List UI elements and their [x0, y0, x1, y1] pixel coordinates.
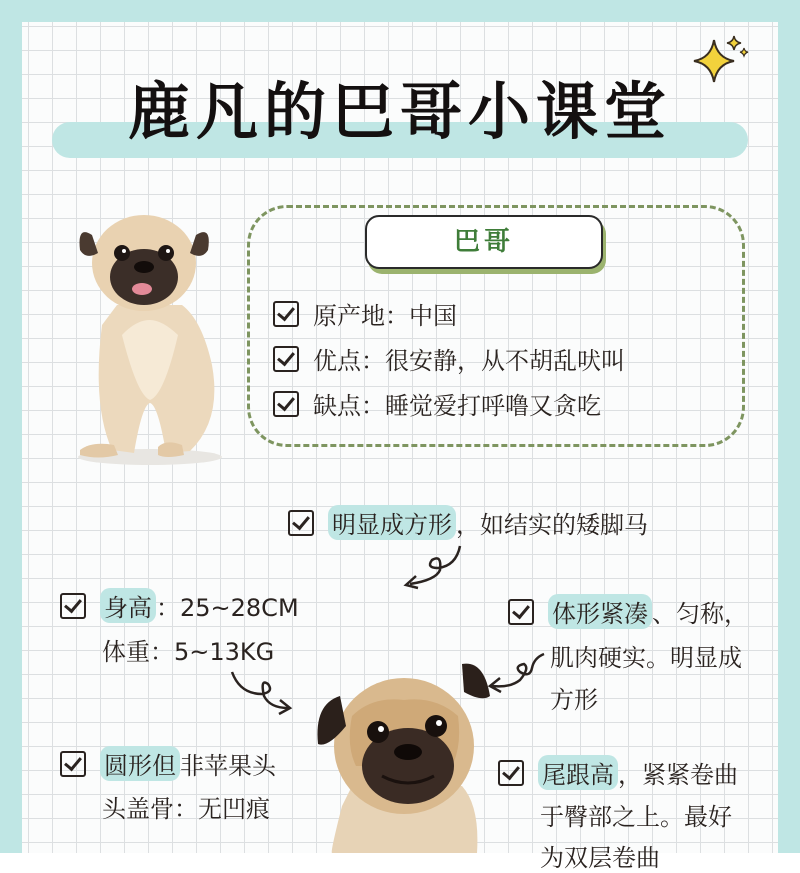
feature-tail-line3: 为双层卷曲: [540, 844, 660, 872]
checkbox-icon: [60, 593, 86, 619]
feature-shape: 明显成方形 ，如结实的矮脚马: [288, 505, 648, 540]
breed-name-tag: 巴哥: [365, 215, 603, 269]
feature-body-line2: 肌肉硬实。明显成: [550, 644, 742, 672]
checkbox-icon: [273, 301, 299, 327]
feature-head-line2: 头盖骨：无凹痕: [102, 795, 270, 823]
checkbox-icon: [498, 760, 524, 786]
pug-portrait-image: [312, 656, 492, 853]
checkbox-icon: [508, 599, 534, 625]
checkbox-icon: [288, 510, 314, 536]
feature-weight: 体重：5~13KG: [102, 638, 275, 666]
checkbox-icon: [60, 751, 86, 777]
feature-body: 体形紧凑 、匀称，: [508, 594, 748, 629]
curly-arrow-icon: [226, 664, 298, 716]
feature-tail-line2: 于臀部之上。最好: [540, 803, 732, 831]
info-cons: 缺点 ： 睡觉爱打呼噜又贪吃: [273, 386, 601, 421]
curly-arrow-icon: [398, 540, 468, 592]
info-origin: 原产地 ： 中国: [273, 296, 457, 331]
checkbox-icon: [273, 346, 299, 372]
sparkle-icon: [690, 30, 750, 90]
feature-height: 身高 ：25~28CM: [60, 588, 299, 623]
checkbox-icon: [273, 391, 299, 417]
feature-head: 圆形但 非苹果头: [60, 746, 276, 781]
page-title: 鹿凡的巴哥小课堂: [127, 75, 672, 148]
pug-sitting-image: [62, 205, 232, 467]
curly-arrow-icon: [484, 648, 550, 694]
feature-body-line3: 方形: [550, 686, 598, 714]
feature-tail: 尾跟高 ，紧紧卷曲: [498, 755, 738, 790]
info-pros: 优点 ： 很安静，从不胡乱吠叫: [273, 341, 625, 376]
